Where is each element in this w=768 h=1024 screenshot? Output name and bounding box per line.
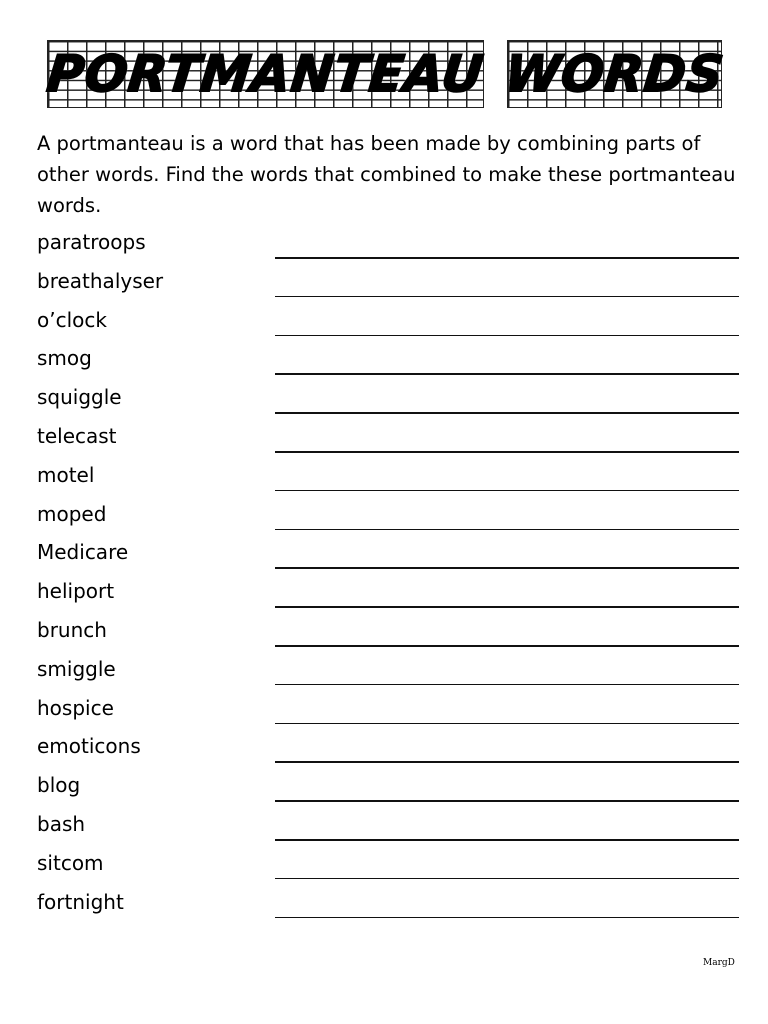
title-word-1: PORTMANTEAU bbox=[44, 45, 487, 103]
title-banner-words bbox=[502, 40, 727, 108]
author-credit: MargD bbox=[703, 958, 735, 968]
portmanteau-word: squiggle bbox=[37, 385, 122, 410]
portmanteau-word: hospice bbox=[37, 695, 114, 720]
answer-line[interactable] bbox=[275, 451, 739, 453]
answer-line[interactable] bbox=[275, 684, 739, 686]
answer-line[interactable] bbox=[275, 761, 739, 763]
list-item bbox=[37, 850, 739, 889]
portmanteau-word: breathalyser bbox=[37, 268, 164, 293]
answer-line[interactable] bbox=[275, 567, 739, 569]
answer-line[interactable] bbox=[275, 606, 739, 608]
list-item bbox=[37, 733, 739, 772]
list-item bbox=[37, 268, 739, 307]
answer-line[interactable] bbox=[275, 412, 739, 414]
list-item bbox=[37, 462, 739, 501]
instructions-text: A portmanteau is a word that has been made by combining parts of other words. Find the words that combined to make these portmanteau words. bbox=[37, 132, 736, 217]
title-word-2: WORDS bbox=[502, 45, 727, 103]
portmanteau-word: o’clock bbox=[37, 307, 107, 332]
portmanteau-word: paratroops bbox=[37, 230, 146, 254]
answer-line[interactable] bbox=[275, 490, 739, 492]
portmanteau-word: sitcom bbox=[37, 850, 104, 875]
portmanteau-word: emoticons bbox=[37, 734, 141, 759]
title-banner-portmanteau bbox=[44, 40, 487, 108]
answer-line[interactable] bbox=[275, 296, 739, 298]
list-item bbox=[37, 811, 739, 850]
list-item bbox=[37, 345, 739, 384]
list-item bbox=[37, 617, 739, 656]
list-item bbox=[37, 501, 739, 540]
answer-line[interactable] bbox=[275, 335, 739, 337]
portmanteau-word: heliport bbox=[37, 579, 115, 604]
answer-line[interactable] bbox=[275, 839, 739, 841]
portmanteau-word: moped bbox=[37, 501, 107, 526]
answer-line[interactable] bbox=[275, 529, 739, 531]
answer-line[interactable] bbox=[275, 878, 739, 880]
list-item bbox=[37, 656, 739, 695]
portmanteau-word: smog bbox=[37, 346, 92, 371]
portmanteau-word: bash bbox=[37, 812, 86, 836]
answer-line[interactable] bbox=[275, 723, 739, 725]
list-item bbox=[37, 384, 739, 423]
list-item bbox=[37, 889, 739, 928]
answer-line[interactable] bbox=[275, 373, 739, 375]
answer-line[interactable] bbox=[275, 645, 739, 647]
list-item bbox=[37, 539, 739, 578]
list-item bbox=[37, 578, 739, 617]
portmanteau-word: telecast bbox=[37, 424, 117, 448]
portmanteau-word: Medicare bbox=[37, 540, 129, 565]
portmanteau-word: motel bbox=[37, 462, 95, 487]
answer-line[interactable] bbox=[275, 800, 739, 802]
list-item bbox=[37, 423, 739, 462]
list-item bbox=[37, 307, 739, 346]
list-item bbox=[37, 229, 739, 268]
answer-line[interactable] bbox=[275, 917, 739, 919]
answer-line[interactable] bbox=[275, 257, 739, 259]
portmanteau-word: blog bbox=[37, 773, 81, 798]
portmanteau-word: fortnight bbox=[37, 889, 124, 914]
list-item bbox=[37, 695, 739, 734]
list-item bbox=[37, 772, 739, 811]
portmanteau-word: smiggle bbox=[37, 656, 116, 681]
portmanteau-word: brunch bbox=[37, 618, 107, 642]
